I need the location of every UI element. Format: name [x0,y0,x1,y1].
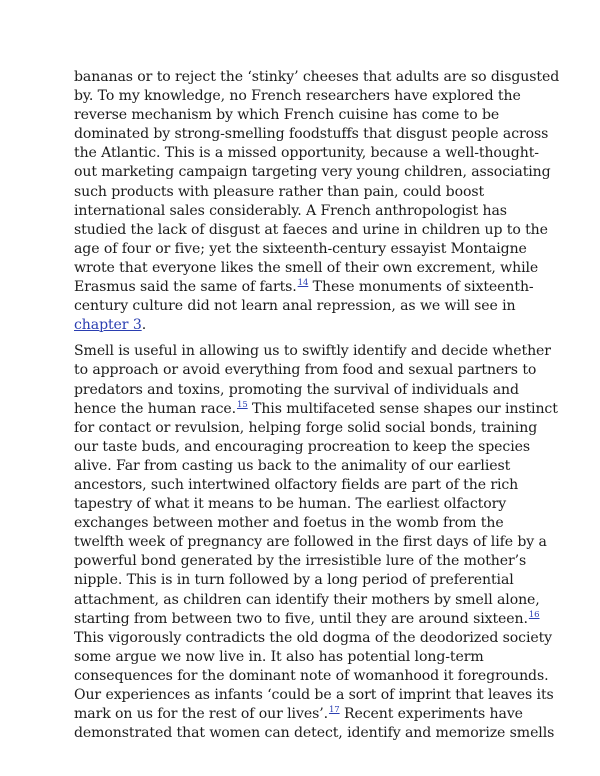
paragraph-1 [74,68,560,335]
footnote-ref-17[interactable]: 17 [328,705,340,716]
footnote-ref-14[interactable]: 14 [297,278,309,289]
text-segment: starting from between two to five, until they are around sixteen. [74,610,528,627]
text-segment: hence the human race. [74,400,237,417]
text-segment: mark on us for the rest of our lives’. [74,706,328,723]
text-segment: This multifaceted sense shapes our instinct [247,400,558,417]
text-line [74,610,552,629]
text-line: our taste buds, and encouraging procreation to keep the species [74,438,530,455]
text-line: reverse mechanism by which French cuisine has come to be [74,107,500,124]
text-segment: . [141,317,147,334]
text-line: wrote that everyone likes the smell of their own excrement, while [74,259,539,276]
text-line: Smell is useful in allowing us to swiftly identify and decide whether [74,343,551,360]
text-line: consequences for the dominant note of womanhood it foregrounds. [74,667,549,684]
text-line: dominated by strong-smelling foodstuffs that disgust people across [74,126,549,143]
paragraph-2 [74,342,558,743]
footnote-ref-16[interactable]: 16 [528,609,540,620]
text-line: studied the lack of disgust at faeces and urine in children up to the [74,221,548,238]
chapter-3-link[interactable]: chapter 3 [74,317,142,334]
text-line [74,399,558,419]
text-segment: These monuments of sixteenth- [308,279,534,296]
text-line: twelfth week of pregnancy are followed in the first days of life by a [74,534,547,551]
text-line: some argue we now live in. It also has potential long-term [74,648,484,665]
text-line: out marketing campaign targeting very young children, associating [74,164,551,181]
text-line [74,705,552,724]
text-line: nipple. This is in turn followed by a long period of preferential [74,572,514,589]
text-line: alive. Far from casting us back to the animality of our earliest [74,457,511,474]
text-line: century culture did not learn anal repression, as we will see in [74,298,516,315]
text-line: predators and toxins, promoting the survival of individuals and [74,381,519,398]
text-line: This vigorously contradicts the old dogma of the deodorized society [74,629,553,646]
text-line [74,316,552,335]
text-line: age of four or five; yet the sixteenth-century essayist Montaigne [74,240,527,257]
text-line: Our experiences as infants ‘could be a sort of imprint that leaves its [74,687,554,703]
text-line [74,278,552,297]
text-line: such products with pleasure rather than pain, could boost [74,183,485,200]
text-line: ancestors, such intertwined olfactory fields are part of the rich [74,476,519,493]
text-segment: Recent experiments have [339,706,523,723]
text-line: powerful bond generated by the irresistible lure of the mother’s [74,553,527,570]
text-line: the Atlantic. This is a missed opportunity, because a well-thought- [74,145,539,162]
text-line: attachment, as children can identify their mothers by smell alone, [74,591,540,608]
text-line: for contact or revulsion, helping forge solid social bonds, training [74,419,538,436]
text-line: bananas or to reject the ‘stinky’ cheeses that adults are so disgusted [74,69,560,85]
text-line: exchanges between mother and foetus in the womb from the [74,515,504,532]
document-page [74,68,560,743]
text-line: by. To my knowledge, no French researchers have explored the [74,88,521,105]
text-line: tapestry of what it means to be human. The earliest olfactory [74,496,507,513]
text-line: international sales considerably. A French anthropologist has [74,202,507,219]
footnote-ref-15[interactable]: 15 [237,399,248,410]
text-segment: Erasmus said the same of farts. [74,279,297,296]
text-line: demonstrated that women can detect, identify and memorize smells [74,725,555,742]
text-line: to approach or avoid everything from food and sexual partners to [74,362,537,379]
